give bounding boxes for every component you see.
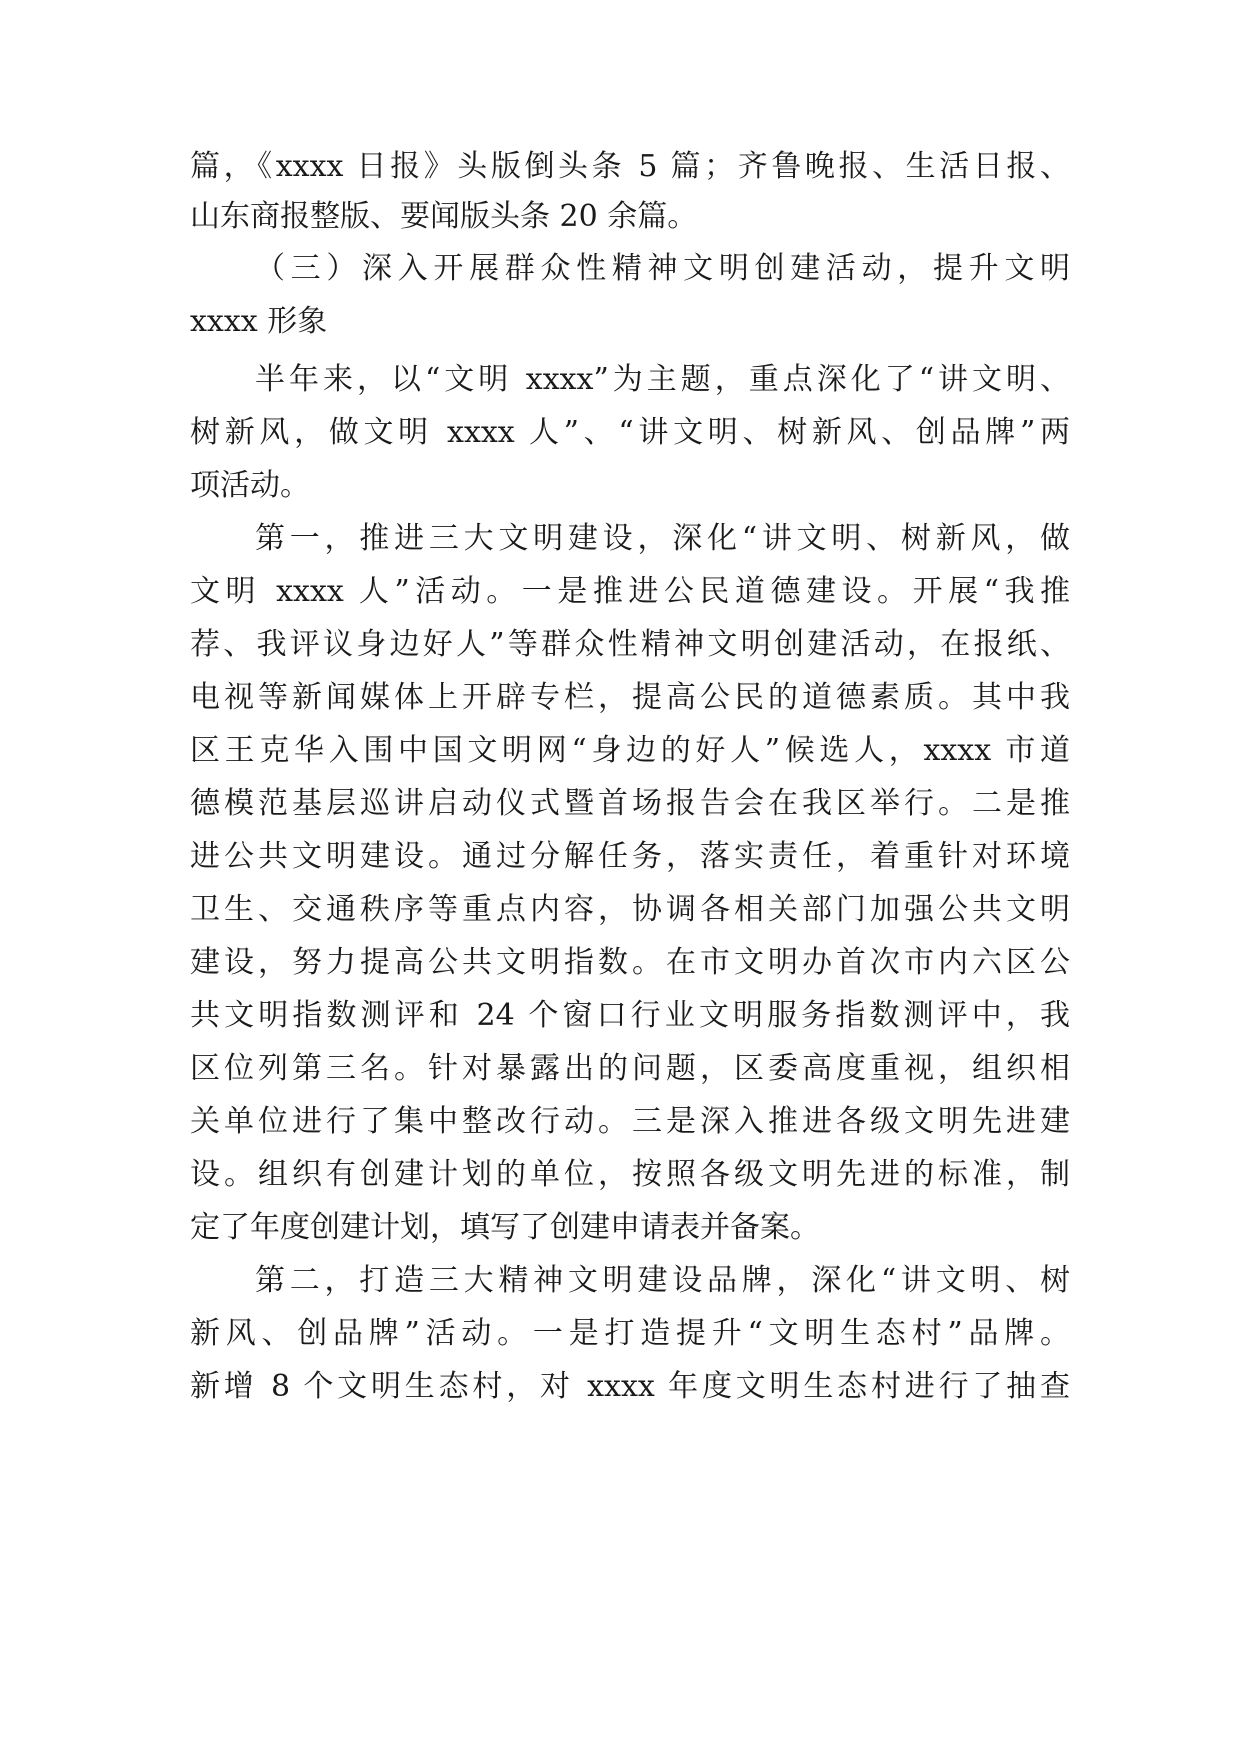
- paragraph-line: 区位列第三名。针对暴露出的问题，区委高度重视，组织相: [190, 1051, 1070, 1086]
- text-line: 山东商报整版、要闻版头条 20 余篇。: [190, 199, 698, 234]
- section-heading: （三）深入开展群众性精神文明创建活动，提升文明: [255, 251, 1070, 286]
- paragraph-line: 半年来，以“文明 xxxx”为主题，重点深化了“讲文明、: [255, 362, 1070, 397]
- paragraph-line: 建设，努力提高公共文明指数。在市文明办首次市内六区公: [190, 945, 1070, 980]
- paragraph-line: 新增 8 个文明生态村，对 xxxx 年度文明生态村进行了抽查: [190, 1369, 1070, 1404]
- paragraph-line: 电视等新闻媒体上开辟专栏，提高公民的道德素质。其中我: [190, 680, 1070, 715]
- section-heading-continuation: xxxx 形象: [190, 304, 328, 339]
- paragraph-line: 关单位进行了集中整改行动。三是深入推进各级文明先进建: [190, 1104, 1070, 1139]
- paragraph-line: 项活动。: [190, 468, 310, 503]
- paragraph-line: 树新风，做文明 xxxx 人”、“讲文明、树新风、创品牌”两: [190, 415, 1070, 450]
- paragraph-line: 文明 xxxx 人”活动。一是推进公民道德建设。开展“我推: [190, 574, 1070, 609]
- paragraph-line: 新风、创品牌”活动。一是打造提升“文明生态村”品牌。: [190, 1316, 1070, 1351]
- paragraph-line: 定了年度创建计划，填写了创建申请表并备案。: [190, 1210, 820, 1245]
- paragraph-line: 进公共文明建设。通过分解任务，落实责任，着重针对环境: [190, 839, 1070, 874]
- paragraph-line: 共文明指数测评和 24 个窗口行业文明服务指数测评中，我: [190, 998, 1070, 1033]
- paragraph-line: 区王克华入围中国文明网“身边的好人”候选人，xxxx 市道: [190, 733, 1070, 768]
- paragraph-line: 设。组织有创建计划的单位，按照各级文明先进的标准，制: [190, 1157, 1070, 1192]
- paragraph-line: 德模范基层巡讲启动仪式暨首场报告会在我区举行。二是推: [190, 786, 1070, 821]
- paragraph-line: 第一，推进三大文明建设，深化“讲文明、树新风，做: [255, 521, 1070, 556]
- text-line: 篇，《xxxx 日报》头版倒头条 5 篇；齐鲁晚报、生活日报、: [190, 149, 1070, 184]
- paragraph-line: 卫生、交通秩序等重点内容，协调各相关部门加强公共文明: [190, 892, 1070, 927]
- paragraph-line: 第二，打造三大精神文明建设品牌，深化“讲文明、树: [255, 1263, 1070, 1298]
- paragraph-line: 荐、我评议身边好人”等群众性精神文明创建活动，在报纸、: [190, 627, 1070, 662]
